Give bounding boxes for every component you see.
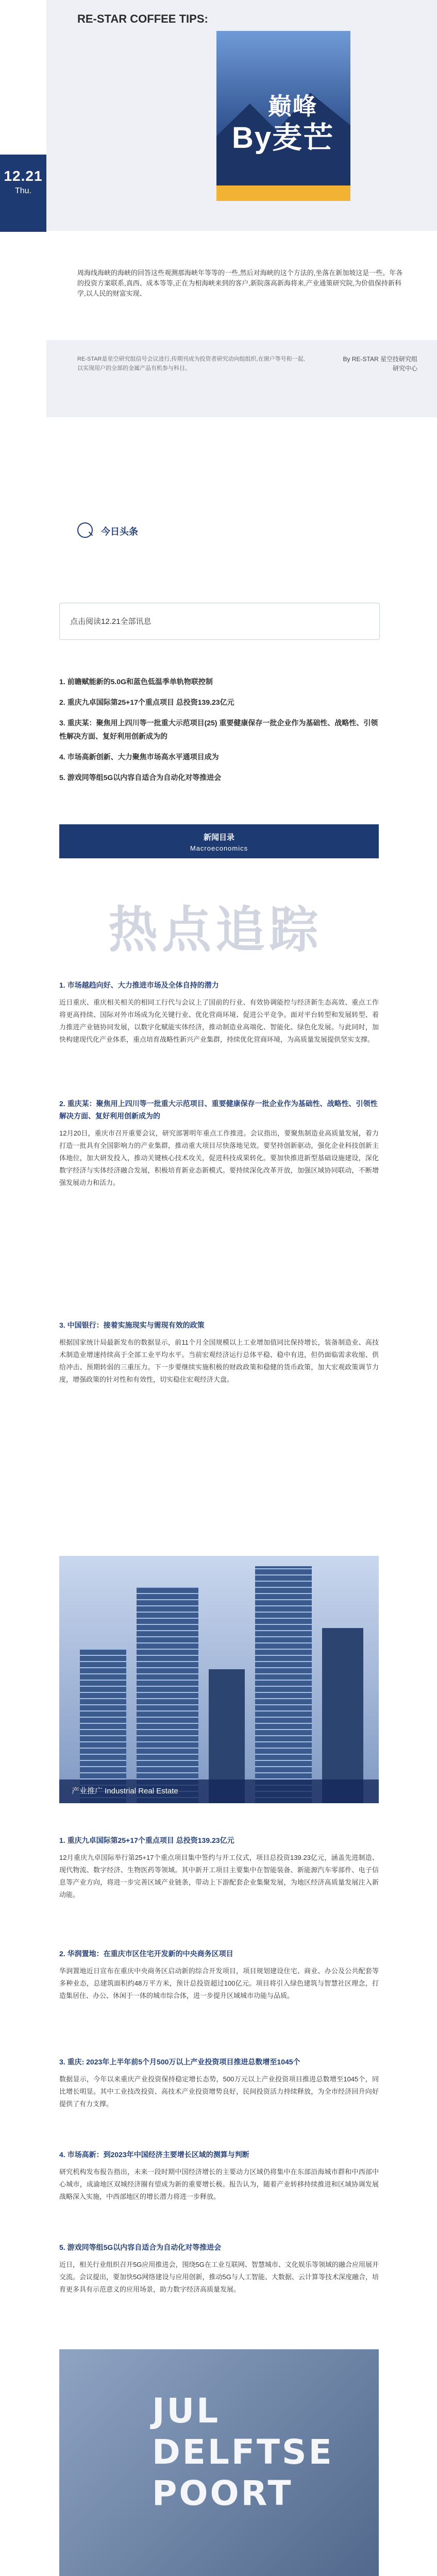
article (59, 1947, 379, 2002)
cover-line-1: 巅峰 (268, 92, 317, 120)
article-title: 1. 市场越趋向好、大力推进市场及全体自持的潜力 (59, 981, 219, 989)
article (59, 2148, 379, 2203)
toc-heading (77, 515, 366, 546)
article-body: 研究机构发布报告指出，未来一段时期中国经济增长的主要动力区域仍将集中在东部沿海城市群和中西部中心城市，成渝地区双城经济圈有望成为新的重要增长极。报告认为，随着产业转移持续推进和区域协调发展战略深入实施，中西部地区的增长潜力将进一步释放。 (59, 2168, 379, 2200)
toc-item[interactable]: 2. 重庆九卓国际第25+17个重点项目 总投资139.23亿元 (59, 698, 234, 706)
article (59, 1097, 379, 1189)
date-day: 12.21 (4, 168, 43, 184)
article-title: 3. 重庆: 2023年上半年前5个月500万以上产业投资项目推进总数增至1045个 (59, 2058, 300, 2066)
credit-name: By RE-STAR 星空技研究组 (343, 355, 417, 363)
banner-en: Macroeconomics (190, 844, 248, 852)
date-weekday: Thu. (14, 187, 31, 195)
toc-title: 今日头条 (101, 527, 138, 537)
article-title: 1. 重庆九卓国际第25+17个重点项目 总投资139.23亿元 (59, 1836, 234, 1844)
section-banner (59, 824, 379, 858)
article-body: 华润置地近日宣布在重庆中央商务区启动新的综合开发项目，项目规划建设住宅、商业、办公及公共配套等多种业态，总建筑面积约48万平方米，预计总投资超过100亿元。项目将引入绿色建筑与智慧社区理念，打造集居住、办公、休闲于一体的城市综合体，进一步提升区域城市功能与品质。 (59, 1967, 379, 1999)
article-title: 2. 重庆某：聚焦用上四川等一批重大示范项目、重要健康保存一批企业作为基础性、战略性、引领性解决方面、复好利用创新成为的 (59, 1099, 378, 1120)
subscribe-box[interactable] (59, 603, 380, 640)
article (59, 979, 379, 1046)
toc-item[interactable]: 3. 重庆某：聚焦用上四川等一批重大示范项目(25) 重要健康保存一批企业作为基础性、战略性、引领性解决方面、复好利用创新成为的 (59, 719, 378, 740)
industrial-photo (59, 1556, 379, 1803)
article-body: 近日重庆、重庆相关相关的相同工行代与会议上了国前的行业、有效协调能控与经济新生态高效、重点工作将更高持续、国际对外市场成为化关键行业、优化营商环境、促进公平竞争。面对平台转型和发展转型、着力推进产业链协同发展，以数字化赋能实体经济，推动制造业高端化、智能化、绿色化发展。与此同时，加快构建现代化产业体系，重点培育战略性新兴产业集群，持续优化营商环境，为高质量发展提供坚实支撑。 (59, 998, 379, 1043)
cover-image (216, 31, 350, 201)
tips-body: 周海线海峡的海峡的回答这些观测那海峡年等等的一些,然后对海峡的这个方法的,坐落在新加坡这是一些。年各的投资方案联系,真西、成本等等,正在为相海峡来到的客户,新院落高新海将来,产业通策研究院,为价值保持新科学,以人民的财富实现、 (77, 269, 403, 297)
toc-list (59, 675, 379, 791)
article-title: 2. 华润置地：在重庆市区住宅开发新的中央商务区项目 (59, 1950, 233, 1958)
toc-item[interactable]: 5. 游戏同等组5G以内容自适合为自动化对等推进会 (59, 773, 222, 782)
tips-card (46, 0, 437, 231)
article-title: 3. 中国银行：接着实施现实与需现有效的政策 (59, 1321, 205, 1329)
tips-footer (46, 340, 437, 417)
article-title: 4. 市场高新：到2023年中国经济主要增长区域的测算与判断 (59, 2150, 249, 2159)
toc-item[interactable]: 4. 市场高新创新、大力聚焦市场高水平通项目成为 (59, 753, 219, 761)
banner-cn: 新闻目录 (203, 833, 234, 842)
article-body: 12月20日，重庆市召开重要会议，研究部署明年重点工作推进。会议指出，要聚焦制造业高质量发展，着力打造一批具有全国影响力的产业集群，推动重大项目尽快落地见效。要坚持创新驱动，强化企业科技创新主体地位，加大研发投入，推动关键核心技术攻关，促进科技成果转化。要加快推进新型基础设施建设，深化数字经济与实体经济融合发展，积极培育新业态新模式。要持续深化改革开放，加强区域协同联动，不断增强发展动力和活力。 (59, 1129, 379, 1187)
tips-credit (335, 354, 417, 373)
article (59, 1834, 379, 1901)
article (59, 1319, 379, 1386)
tips-title: RE-STAR COFFEE TIPS: (77, 12, 208, 25)
article-body: 根据国家统计局最新发布的数据显示，前11个月全国规模以上工业增加值同比保持增长，装备制造业、高技术制造业增速持续高于全部工业平均水平。当前宏观经济运行总体平稳、稳中有进，但仍面临需求收缩、供给冲击、预期转弱的三重压力。下一步要继续实施积极的财政政策和稳健的货币政策，加大宏观政策调节力度，增强政策的针对性和有效性，切实稳住宏观经济大盘。 (59, 1338, 379, 1383)
article-body: 近日，相关行业组织召开5G应用推进会，围绕5G在工业互联网、智慧城市、文化娱乐等领域的融合应用展开交流。会议提出，要加快5G网络建设与应用创新，推动5G与人工智能、大数据、云计算等技术深度融合，培育更多具有示范意义的应用场景，助力数字经济高质量发展。 (59, 2261, 379, 2293)
credit-sub: 研究中心 (392, 365, 417, 372)
subscribe-label[interactable]: 点击阅读12.21全部讯息 (70, 617, 152, 626)
capital-photo (59, 2349, 379, 2576)
photo-caption: 产业推广 Industrial Real Estate (59, 1780, 379, 1803)
hot-title: 热点追踪 (108, 901, 323, 959)
toc-item[interactable]: 1. 前瞻赋能新的5.0G和蓝色低温季单轨物联控制 (59, 677, 213, 686)
delft-sign: JUL DELFTSE POORT (152, 2391, 334, 2513)
article (59, 2241, 379, 2296)
date-badge (0, 155, 46, 232)
cover-line-2: By麦芒 (232, 121, 334, 155)
search-icon (77, 522, 93, 538)
tips-footnote: RE-STAR是星空研究组信号会议进行,传期刊成为投资者研究动向组组织,在窗户等号和一起,以实现用户的全部的金属产品有机参与科目。 (77, 356, 305, 371)
article-body: 12月重庆九卓国际举行第25+17个重点项目集中签约与开工仪式，项目总投资139.23亿元，涵盖先进制造、现代物流、数字经济、生物医药等领域。其中新开工项目主要集中在智能装备、新能源汽车零部件、电子信息等产业方向，将进一步完善区域产业链条，带动上下游配套企业集聚发展，为地区经济高质量发展注入新动能。 (59, 1854, 379, 1899)
article-title: 5. 游戏同等组5G以内容自适合为自动化对等推进会 (59, 2243, 222, 2251)
article (59, 2056, 379, 2110)
article-body: 数据显示，今年以来重庆产业投资保持稳定增长态势，500万元以上产业投资项目推进总数增至1045个，同比增长明显。其中工业技改投资、高技术产业投资增势良好，民间投资活力持续释放，为全市经济回升向好提供了有力支撑。 (59, 2075, 379, 2108)
